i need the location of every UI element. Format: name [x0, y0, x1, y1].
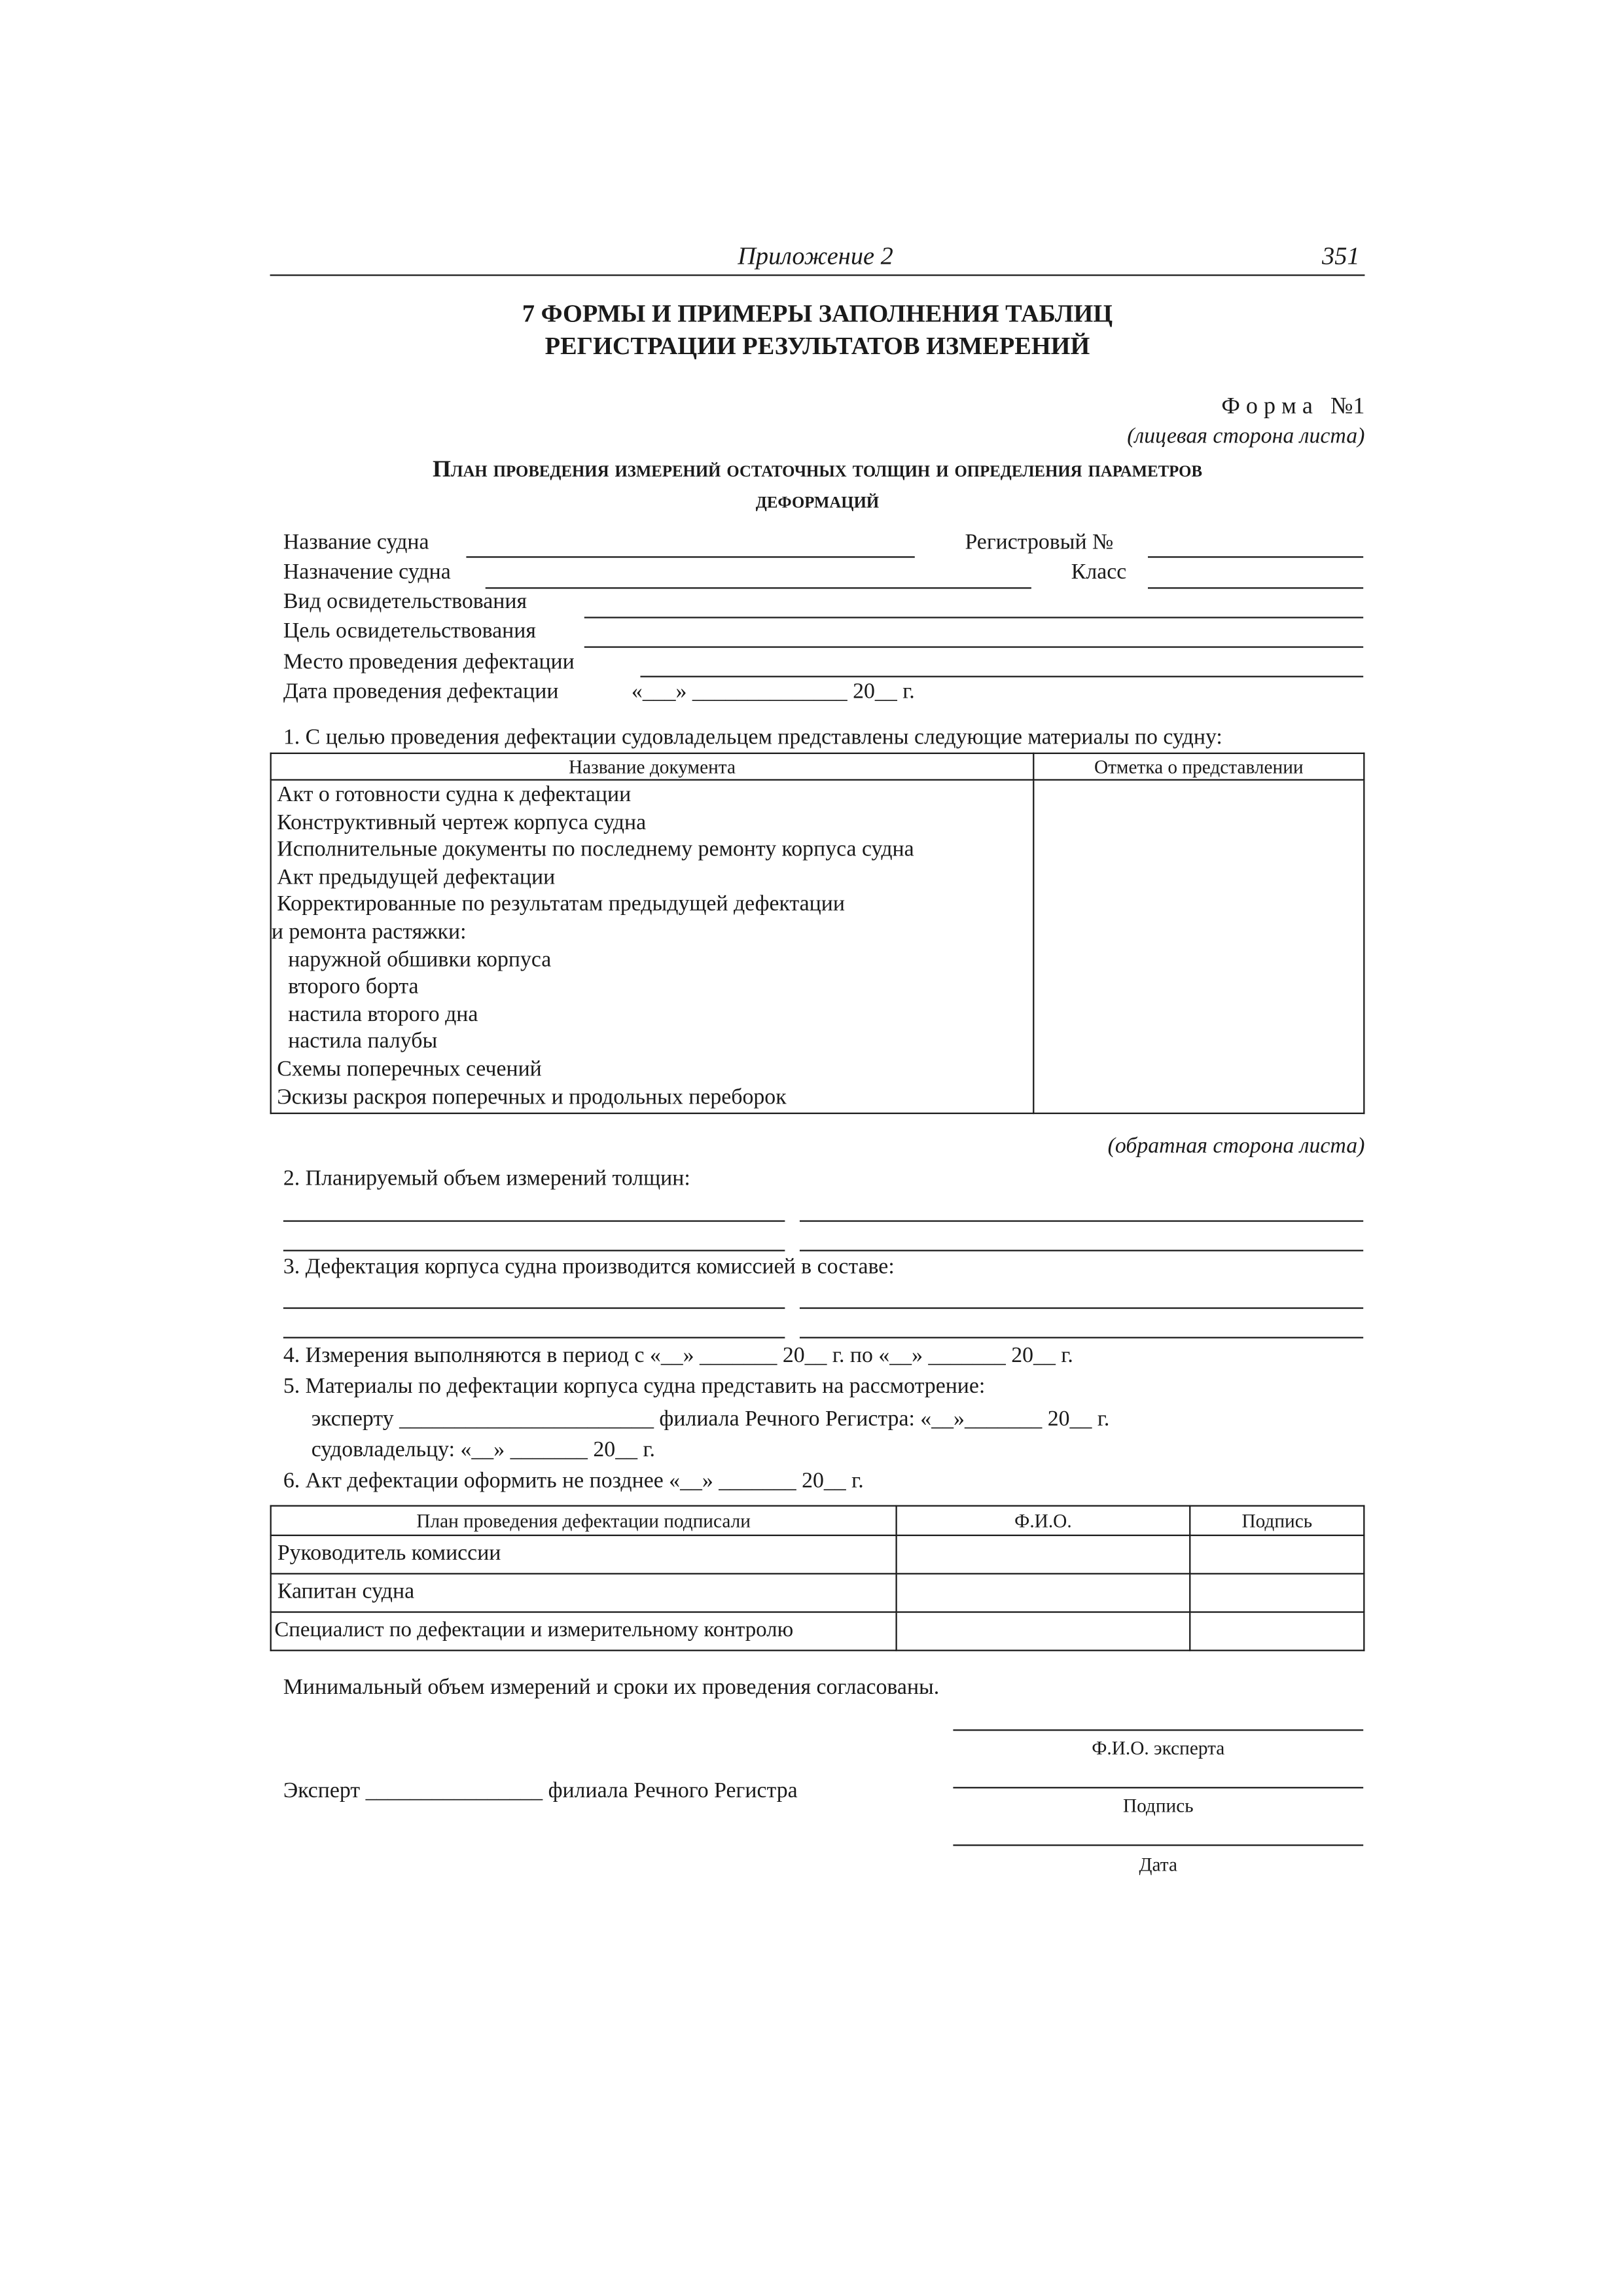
date-label: Дата проведения дефектации [283, 680, 559, 704]
purpose-label: Назначение судна [283, 560, 451, 584]
header-rule [270, 274, 1365, 276]
place-field[interactable] [640, 676, 1363, 677]
section-3-line[interactable] [800, 1337, 1363, 1338]
section-2-line[interactable] [800, 1220, 1363, 1221]
section-4-text: 4. Измерения выполняются в период с «__» _______ 20__ г. по «__» _______ 20__ г. [283, 1344, 1073, 1368]
sig-role: Капитан судна [271, 1573, 897, 1612]
sig-header-role: План проведения дефектации подписали [271, 1506, 897, 1535]
doc-item: наружной обшивки корпуса [271, 948, 552, 972]
survey-goal-label: Цель освидетельствования [283, 619, 536, 643]
section-5-expert: эксперту _______________________ филиала Речного Регистра: «__»_______ 20__ г. [311, 1407, 1110, 1431]
doc-item: и ремонта растяжки: [271, 920, 467, 944]
page-number: 351 [1322, 242, 1360, 270]
place-label: Место проведения дефектации [283, 651, 575, 675]
plan-title-line2: деформаций [755, 488, 880, 514]
doc-item: Акт предыдущей дефектации [271, 865, 556, 889]
sig-fio-cell[interactable] [897, 1612, 1190, 1651]
doc-item: Конструктивный чертеж корпуса судна [271, 811, 647, 835]
survey-goal-field[interactable] [584, 646, 1363, 647]
expert-date-line[interactable] [953, 1844, 1363, 1846]
survey-type-field[interactable] [584, 617, 1363, 618]
docs-header-name: Название документа [271, 753, 1034, 780]
section-3-line[interactable] [800, 1307, 1363, 1308]
reg-no-field[interactable] [1148, 556, 1363, 558]
doc-item: Исполнительные документы по последнему ремонту корпуса судна [271, 838, 914, 863]
doc-item: настила второго дна [271, 1003, 478, 1027]
doc-item: Схемы поперечных сечений [271, 1058, 542, 1082]
section-2-line[interactable] [283, 1220, 785, 1221]
section-5-text: 5. Материалы по дефектации корпуса судна представить на рассмотрение: [283, 1375, 986, 1399]
sig-header-fio: Ф.И.О. [897, 1506, 1190, 1535]
doc-item: настила палубы [271, 1030, 438, 1054]
back-side-note: (обратная сторона листа) [1107, 1134, 1365, 1158]
section-2-text: 2. Планируемый объем измерений толщин: [283, 1167, 690, 1191]
purpose-field[interactable] [486, 587, 1031, 588]
section-2-line[interactable] [283, 1250, 785, 1251]
plan-title-line1: План проведения измерений остаточных толщин и определения параметров [432, 457, 1202, 483]
expert-date-caption: Дата [1139, 1853, 1177, 1876]
sig-signature-cell[interactable] [1190, 1535, 1364, 1574]
docs-list-cell [271, 780, 1034, 1114]
expert-fio-line[interactable] [953, 1729, 1363, 1731]
section-1-text: 1. С целью проведения дефектации судовладельцем представлены следующие материалы по судну: [283, 726, 1222, 750]
sig-signature-cell[interactable] [1190, 1612, 1364, 1651]
section-title-line2: РЕГИСТРАЦИИ РЕЗУЛЬТАТОВ ИЗМЕРЕНИЙ [544, 332, 1090, 361]
table-row [271, 1573, 1364, 1612]
expert-line: Эксперт ________________ филиала Речного Регистра [283, 1779, 798, 1803]
ship-name-label: Название судна [283, 531, 429, 555]
signatures-table [270, 1505, 1365, 1651]
class-label: Класс [1071, 560, 1127, 584]
section-3-text: 3. Дефектация корпуса судна производится комиссией в составе: [283, 1255, 895, 1280]
ship-name-field[interactable] [466, 556, 914, 558]
docs-mark-cell[interactable] [1033, 780, 1364, 1114]
doc-item: Корректированные по результатам предыдущей дефектации [271, 893, 845, 917]
survey-type-label: Вид освидетельствования [283, 590, 527, 614]
form-number: Ф о р м а №1 [1221, 393, 1365, 420]
sig-role: Руководитель комиссии [271, 1535, 897, 1574]
front-side-note: (лицевая сторона листа) [1127, 425, 1365, 449]
sig-fio-cell[interactable] [897, 1535, 1190, 1574]
reg-no-label: Регистровый № [965, 531, 1114, 555]
expert-fio-caption: Ф.И.О. эксперта [1092, 1736, 1225, 1759]
sig-fio-cell[interactable] [897, 1573, 1190, 1612]
sig-signature-cell[interactable] [1190, 1573, 1364, 1612]
table-row [271, 1612, 1364, 1651]
section-title-line1: 7 ФОРМЫ И ПРИМЕРЫ ЗАПОЛНЕНИЯ ТАБЛИЦ [522, 299, 1113, 328]
section-3-line[interactable] [283, 1337, 785, 1338]
class-field[interactable] [1148, 587, 1363, 588]
table-row [271, 1535, 1364, 1574]
expert-signature-caption: Подпись [1122, 1794, 1194, 1817]
doc-item: Эскизы раскроя поперечных и продольных переборок [271, 1085, 787, 1109]
section-6-text: 6. Акт дефектации оформить не позднее «__» _______ 20__ г. [283, 1469, 864, 1494]
running-header-appendix: Приложение 2 [738, 242, 893, 270]
doc-item: Акт о готовности судна к дефектации [271, 783, 632, 808]
sig-header-signature: Подпись [1190, 1506, 1364, 1535]
section-3-line[interactable] [283, 1307, 785, 1308]
doc-item: второго борта [271, 975, 419, 999]
documents-table [270, 753, 1365, 1114]
docs-header-mark: Отметка о представлении [1033, 753, 1364, 780]
section-5-owner: судовладельцу: «__» _______ 20__ г. [311, 1439, 655, 1463]
date-field[interactable]: «___» ______________ 20__ г. [631, 680, 915, 704]
expert-signature-line[interactable] [953, 1787, 1363, 1788]
sig-role: Специалист по дефектации и измерительному контролю [271, 1612, 897, 1651]
agreed-text: Минимальный объем измерений и сроки их проведения согласованы. [283, 1676, 940, 1700]
section-2-line[interactable] [800, 1250, 1363, 1251]
